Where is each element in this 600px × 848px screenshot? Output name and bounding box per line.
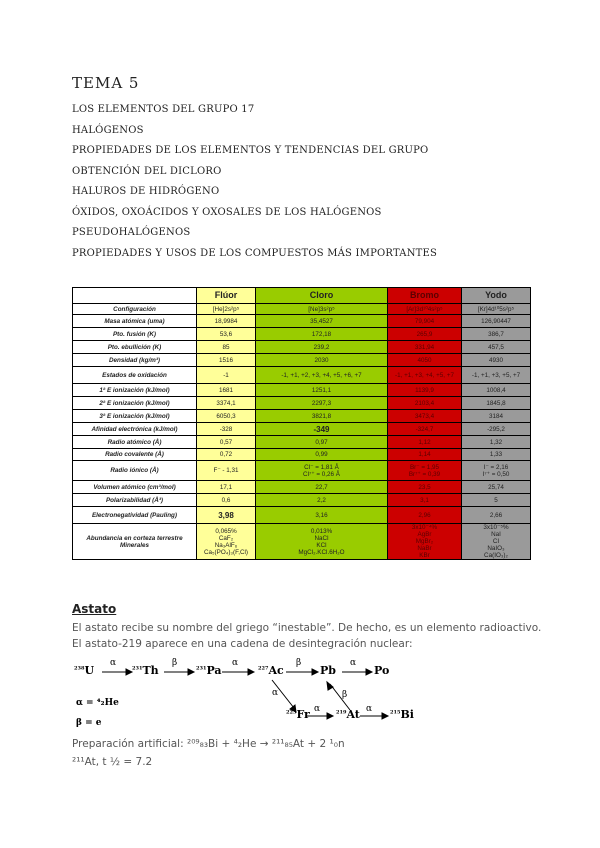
row-label: 3ª E ionización (kJ/mol) [73, 410, 197, 423]
arrow-label: β [296, 658, 302, 668]
table-row [73, 354, 531, 367]
row-label: Pto. fusión (K) [73, 328, 197, 341]
table-row [73, 507, 531, 524]
row-label: Pto. ebullición (K) [73, 341, 197, 354]
table-cell: 3x10⁻⁵% NaI CI NaIO₃ Ca(IO₃)₂ [462, 524, 531, 560]
row-label: 2ª E ionización (kJ/mol) [73, 397, 197, 410]
table-cell: 17,1 [197, 481, 256, 494]
legend-alpha: α = ⁴₂He [76, 698, 119, 708]
heading-line: LOS ELEMENTOS DEL GRUPO 17 [72, 104, 255, 115]
table-cell: 1008,4 [462, 384, 531, 397]
header-fluor: Flúor [197, 288, 256, 304]
table-cell: 2,2 [256, 494, 388, 507]
arrow-label: α [314, 704, 321, 714]
table-cell: 172,18 [256, 328, 388, 341]
table-cell: I⁻ = 2,16 I⁷⁺ = 0,50 [462, 461, 531, 481]
heading-line: PROPIEDADES DE LOS ELEMENTOS Y TENDENCIAS DEL GRUPO [72, 145, 429, 156]
table-cell: 18,9984 [197, 315, 256, 328]
prep-reaction: ²⁰⁹₈₃Bi + ⁴₂He → ²¹¹₈₅At + 2 ¹₀n [186, 738, 345, 750]
row-label: Electronegatividad (Pauling) [73, 507, 197, 524]
table-cell: 3,16 [256, 507, 388, 524]
table-cell: 1516 [197, 354, 256, 367]
legend-beta: β = e [76, 718, 102, 728]
table-cell: 457,5 [462, 341, 531, 354]
astato-title: Astato [72, 602, 117, 616]
table-cell: 0,57 [197, 436, 256, 449]
table-row [73, 423, 531, 436]
table-row [73, 328, 531, 341]
table-cell: 3821,8 [256, 410, 388, 423]
table-cell: 3x10⁻⁴% AgBr MgBr₂ NaBr KBr [388, 524, 462, 560]
table-cell: 3184 [462, 410, 531, 423]
table-cell: F⁻ - 1,31 [197, 461, 256, 481]
arrow-label: α [232, 658, 239, 668]
table-cell: Cl⁻ = 1,81 Å Cl⁷⁺ = 0,26 Å [256, 461, 388, 481]
node-fr: $^{223}$Fr [286, 708, 310, 721]
table-cell: 3,1 [388, 494, 462, 507]
tema-title: TEMA 5 [72, 74, 140, 92]
decay-chain-diagram [72, 652, 472, 730]
table-cell: 1681 [197, 384, 256, 397]
halogen-properties-table [72, 287, 531, 560]
table-row [73, 436, 531, 449]
arrow-label: α [272, 688, 279, 698]
table-cell: 0,97 [256, 436, 388, 449]
table-cell: 1139,9 [388, 384, 462, 397]
row-label: Afinidad electrónica (kJ/mol) [73, 423, 197, 436]
table-row [73, 384, 531, 397]
node-th: $^{231}$Th [132, 664, 159, 677]
table-row [73, 449, 531, 461]
table-cell: 5 [462, 494, 531, 507]
table-row [73, 315, 531, 328]
table-cell: 1,32 [462, 436, 531, 449]
heading-block [72, 74, 437, 264]
node-at: $^{219}$At [336, 708, 360, 721]
table-row [73, 524, 531, 560]
table-cell: 4930 [462, 354, 531, 367]
table-cell: 126,90447 [462, 315, 531, 328]
node-u: $^{238}$U [74, 664, 95, 677]
table-cell: 1,12 [388, 436, 462, 449]
row-label: 1ª E ionización (kJ/mol) [73, 384, 197, 397]
table-cell: 0,6 [197, 494, 256, 507]
table-cell: -328 [197, 423, 256, 436]
table-row [73, 461, 531, 481]
header-yodo: Yodo [462, 288, 531, 304]
table-row [73, 341, 531, 354]
table-cell: 79,904 [388, 315, 462, 328]
table-cell: -295,2 [462, 423, 531, 436]
node-ac: $^{227}$Ac [258, 664, 284, 677]
row-label: Masa atómica (uma) [73, 315, 197, 328]
table-body [73, 304, 531, 560]
node-pb: Pb [320, 664, 336, 677]
table-cell: 265,9 [388, 328, 462, 341]
table-cell: 0,99 [256, 449, 388, 461]
table-cell: 1,33 [462, 449, 531, 461]
row-label: Radio atómico (Å) [73, 436, 197, 449]
arrow-label: α [350, 658, 357, 668]
table-cell: 1845,8 [462, 397, 531, 410]
header-blank [73, 288, 197, 304]
node-pa: $^{231}$Pa [196, 664, 222, 677]
table-cell: 2297,3 [256, 397, 388, 410]
artificial-preparation [72, 738, 345, 750]
row-label: Densidad (kg/m³) [73, 354, 197, 367]
table-cell: 35,4527 [256, 315, 388, 328]
table-cell: -324,7 [388, 423, 462, 436]
table-row [73, 481, 531, 494]
row-label: Polarizabilidad (Å³) [73, 494, 197, 507]
row-label: Radio iónico (Å) [73, 461, 197, 481]
heading-line: HALÓGENOS [72, 124, 144, 136]
heading-line: HALUROS DE HIDRÓGENO [72, 186, 220, 197]
arrow-label: β [342, 690, 348, 700]
table-cell: 2,66 [462, 507, 531, 524]
table-cell: 2,96 [388, 507, 462, 524]
table-cell: 2030 [256, 354, 388, 367]
table-cell: 3374,1 [197, 397, 256, 410]
heading-line: ÓXIDOS, OXOÁCIDOS Y OXOSALES DE LOS HALÓGENOS [72, 206, 382, 218]
row-label: Abundancia en corteza terrestre Minerales [73, 524, 197, 560]
table-cell: 239,2 [256, 341, 388, 354]
table-cell: 85 [197, 341, 256, 354]
table-cell: 0,065% CaF₂ Na₃AlF₆ Ca₅(PO₄)₃(F,Cl) [197, 524, 256, 560]
table-row [73, 397, 531, 410]
prep-label: Preparación artificial: [72, 738, 184, 750]
table-header-row [73, 288, 531, 304]
table-row [73, 304, 531, 315]
table-cell: 23,5 [388, 481, 462, 494]
arrow-label: β [172, 658, 178, 668]
table-cell: 53,6 [197, 328, 256, 341]
heading-line: OBTENCIÓN DEL DICLORO [72, 165, 222, 177]
header-bromo: Bromo [388, 288, 462, 304]
table-row [73, 494, 531, 507]
table-cell: 0,72 [197, 449, 256, 461]
table-cell: [He]2s²p⁵ [197, 304, 256, 315]
heading-line: PSEUDOHALÓGENOS [72, 227, 191, 238]
table-cell: -1, +1, +3, +4, +5, +7 [388, 367, 462, 384]
table-row [73, 410, 531, 423]
table-cell: 1,14 [388, 449, 462, 461]
header-cloro: Cloro [256, 288, 388, 304]
table-cell: 4050 [388, 354, 462, 367]
table-cell: 1251,1 [256, 384, 388, 397]
table-cell: 3,98 [197, 507, 256, 524]
arrow-label: α [110, 658, 117, 668]
half-life: ²¹¹At, t ½ = 7.2 [72, 756, 153, 768]
astato-paragraph: El astato recibe su nombre del griego “inestable”. De hecho, es un elemento radioactivo. El astato-219 aparece en una cadena de desintegración nuclear: [72, 622, 542, 650]
table-row [73, 367, 531, 384]
node-bi: $^{215}$Bi [390, 708, 414, 721]
heading-line: PROPIEDADES Y USOS DE LOS COMPUESTOS MÁS IMPORTANTES [72, 247, 438, 259]
node-po: Po [374, 664, 390, 677]
arrow-label: α [366, 704, 373, 714]
table-cell: 0,013% NaCl KCl MgCl₂.KCl.6H₂O [256, 524, 388, 560]
table-cell: [Ne]3s²p⁵ [256, 304, 388, 315]
row-label: Configuración [73, 304, 197, 315]
row-label: Radio covalente (Å) [73, 449, 197, 461]
table-cell: -1 [197, 367, 256, 384]
table-cell: 2103,4 [388, 397, 462, 410]
table-cell: -349 [256, 423, 388, 436]
table-cell: -1, +1, +2, +3, +4, +5, +6, +7 [256, 367, 388, 384]
table-cell: Br⁻ = 1,95 Br⁷⁺ = 0,39 [388, 461, 462, 481]
table-cell: 6050,3 [197, 410, 256, 423]
row-label: Volumen atómico (cm³/mol) [73, 481, 197, 494]
table-cell: -1, +1, +3, +5, +7 [462, 367, 531, 384]
table-cell: 22,7 [256, 481, 388, 494]
row-label: Estados de oxidación [73, 367, 197, 384]
table-cell: 25,74 [462, 481, 531, 494]
table-cell: 3473,4 [388, 410, 462, 423]
table-cell: [Kr]4d¹⁰5s²p⁵ [462, 304, 531, 315]
table-cell: 331,94 [388, 341, 462, 354]
table-cell: 386,7 [462, 328, 531, 341]
table-cell: [Ar]3d¹⁰4s²p⁵ [388, 304, 462, 315]
